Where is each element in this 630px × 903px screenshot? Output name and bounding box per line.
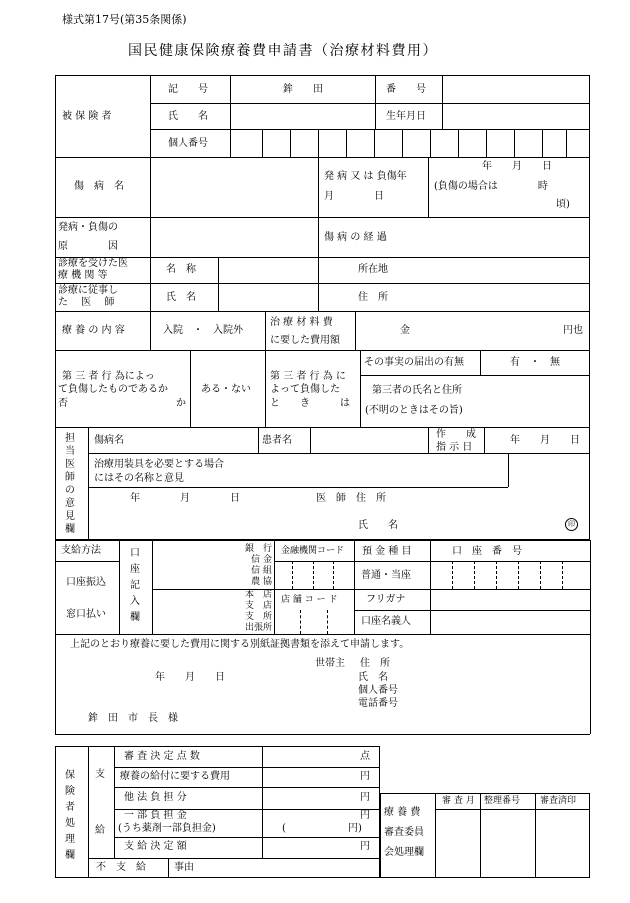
reference-number-label: 整理番号 (484, 796, 521, 806)
review-points-unit: 点 (360, 751, 370, 762)
birthdate-label: 生年月日 (386, 111, 426, 122)
account-holder-field[interactable] (436, 614, 586, 630)
page-title: 国民健康保険療養費申請書（治療材料費用） (128, 43, 438, 59)
account-holder-label: 口座名義人 (361, 616, 411, 627)
birthdate-field[interactable] (450, 108, 586, 124)
if-third-party-label-3a: と き (270, 398, 310, 409)
disease-name-field[interactable] (156, 162, 314, 212)
device-need-label-2: にはその名称と意見 (94, 473, 184, 484)
name-field[interactable] (236, 108, 370, 124)
non-payment-reason-label: 事由 (174, 862, 194, 873)
payment-side-label-shi: 支 (95, 769, 105, 780)
seal-mark: 印 (565, 518, 578, 531)
onset-date-field[interactable]: 年 月 日 (482, 161, 552, 172)
created-date-label-2: 指 示 日 (436, 442, 473, 453)
doctor-address-label-opinion: 医 師 住 所 (316, 493, 386, 504)
doctor-address-label: 住 所 (358, 292, 388, 303)
amount-prefix: 金 (400, 325, 410, 336)
payment-side-label-kyu: 給 (95, 825, 105, 836)
material-cost-field[interactable] (408, 321, 558, 339)
opinion-disease-label: 傷病名 (94, 435, 124, 446)
deposit-type-option[interactable]: 普通・当座 (361, 570, 411, 581)
number-field[interactable] (450, 83, 586, 99)
if-third-party-label-2: よって負傷した (270, 384, 340, 395)
branch-code-label: 店 舗 コ ー ド (281, 595, 338, 605)
bank-transfer-option[interactable]: 口座振込 (66, 577, 106, 588)
householder-phone-label: 電話番号 (358, 698, 398, 709)
branch-type-list: 本 店 支 店 支 所 出張所 (244, 590, 272, 633)
report-filed-answer[interactable]: 有 ・ 無 (510, 357, 560, 368)
counter-payment-option[interactable]: 窓口払い (66, 609, 106, 620)
medical-facility-label-2: 療 機 関 等 (58, 270, 108, 281)
symbol-value: 鉾 田 (283, 84, 323, 95)
review-committee-label: 療 養 費 審査委員 会処理欄 (384, 807, 424, 858)
householder-my-number-label: 個人番号 (358, 685, 398, 696)
account-number-label: 口 座 番 号 (452, 546, 522, 557)
care-cost-label: 療養の給付に要する費用 (120, 771, 230, 782)
facility-address-label: 所在地 (358, 264, 388, 275)
course-label: 傷 病 の 経 過 (324, 232, 387, 243)
doctor-label: 診療に従事し (58, 285, 118, 296)
review-month-label: 審 査 月 (442, 796, 475, 806)
cause-label: 発病・負傷の (58, 222, 118, 233)
insurer-processing-side-label: 保 険 者 処 理 欄 (65, 770, 75, 861)
review-complete-seal-label: 審査済印 (540, 796, 577, 806)
opinion-sign-date[interactable]: 年 月 日 (130, 493, 240, 504)
third-party-label-3a: 否 (58, 398, 68, 409)
symbol-label: 記 号 (168, 84, 208, 95)
doctor-name-label-opinion: 氏 名 (358, 520, 398, 531)
report-filed-label: その事実の届出の有無 (364, 357, 464, 368)
account-entry-side-label: 口 座 記 入 欄 (130, 548, 140, 623)
householder-address-label: 住 所 (360, 658, 390, 669)
created-date-field[interactable]: 年 月 日 (510, 435, 580, 446)
device-need-label: 治療用装具を必要とする場合 (94, 459, 224, 470)
material-cost-label-2: に要した費用額 (270, 335, 340, 346)
injury-time-note: (負傷の場合は 時 (434, 181, 548, 192)
onset-date-label: 発 病 又 は 負傷年 (324, 171, 407, 182)
bank-type-list: 銀 行 信 金 信 組 農 協 (244, 544, 272, 587)
non-payment-label: 不 支 給 (96, 862, 146, 873)
opinion-patient-label: 患者名 (262, 435, 292, 446)
name-label: 氏 名 (168, 111, 208, 122)
cause-field[interactable] (156, 222, 314, 252)
treatment-content-label: 療 養 の 内 容 (62, 325, 125, 336)
injury-time-note-end: 頃) (556, 199, 570, 210)
drug-copay-open: ( (282, 823, 286, 834)
other-law-share-label: 他 法 負 担 分 (124, 792, 187, 803)
drug-copay-note: (うち薬剤一部負担金) (118, 823, 216, 834)
deposit-type-label: 預 金 種 目 (362, 546, 412, 557)
copay-label: 一 部 負 担 金 (124, 810, 187, 821)
copay-unit: 円 (360, 810, 370, 821)
insured-person-label: 被 保 険 者 (62, 111, 112, 122)
third-party-label-2: て負傷したものであるか (58, 384, 168, 395)
payment-decision-label: 支 給 決 定 額 (124, 841, 187, 852)
drug-copay-close: 円) (348, 823, 362, 834)
furigana-field[interactable] (436, 593, 586, 607)
other-law-share-unit: 円 (360, 792, 370, 803)
material-cost-label: 治 療 材 料 費 (270, 317, 333, 328)
doctor-label-2: た 医 師 (58, 297, 115, 308)
application-date[interactable]: 年 月 日 (155, 672, 225, 683)
householder-name-label: 氏 名 (358, 672, 388, 683)
form-number: 様式第17号(第35条関係) (62, 13, 187, 26)
review-points-label: 審 査 決 定 点 数 (124, 751, 200, 762)
third-party-label-3b: か (176, 398, 186, 409)
addressee: 鉾 田 市 長 様 (88, 713, 178, 724)
if-third-party-label: 第 三 者 行 為 に (270, 371, 346, 382)
third-party-label: 第 三 者 行 為によっ (62, 371, 155, 382)
facility-name-label: 名 称 (166, 264, 196, 275)
bank-code-label: 金融機関コード (281, 546, 345, 556)
third-party-unknown-note: (不明のときはその旨) (365, 405, 463, 416)
third-party-name-address-label: 第三者の氏名と住所 (372, 385, 462, 396)
third-party-answer[interactable]: ある・ない (201, 384, 251, 395)
application-form-frame (55, 75, 590, 540)
amount-suffix: 円也 (563, 325, 583, 336)
householder-label: 世帯主 (315, 658, 345, 669)
created-date-label: 作 成 (436, 429, 476, 440)
inpatient-outpatient-option[interactable]: 入院 ・ 入院外 (163, 325, 243, 336)
doctor-opinion-side-label: 担 当 医 師 の 意 見 欄 (65, 433, 75, 535)
number-label: 番 号 (386, 84, 426, 95)
if-third-party-label-3b: は (340, 398, 350, 409)
disease-name-label: 傷 病 名 (74, 181, 124, 192)
medical-facility-label: 診療を受けた医 (58, 258, 128, 269)
care-cost-unit: 円 (360, 771, 370, 782)
onset-date-label-2: 月 日 (324, 191, 384, 202)
my-number-label: 個人番号 (168, 138, 208, 149)
payment-method-label: 支給方法 (61, 545, 101, 556)
furigana-label: フリガナ (366, 594, 406, 605)
payment-decision-unit: 円 (360, 841, 370, 852)
course-field[interactable] (434, 222, 584, 252)
declaration-text: 上記のとおり療養に要した費用に関する別紙証拠書類を添えて申請します。 (70, 639, 410, 650)
cause-label-2: 原 因 (58, 241, 118, 252)
doctor-name-label: 氏 名 (166, 292, 196, 303)
